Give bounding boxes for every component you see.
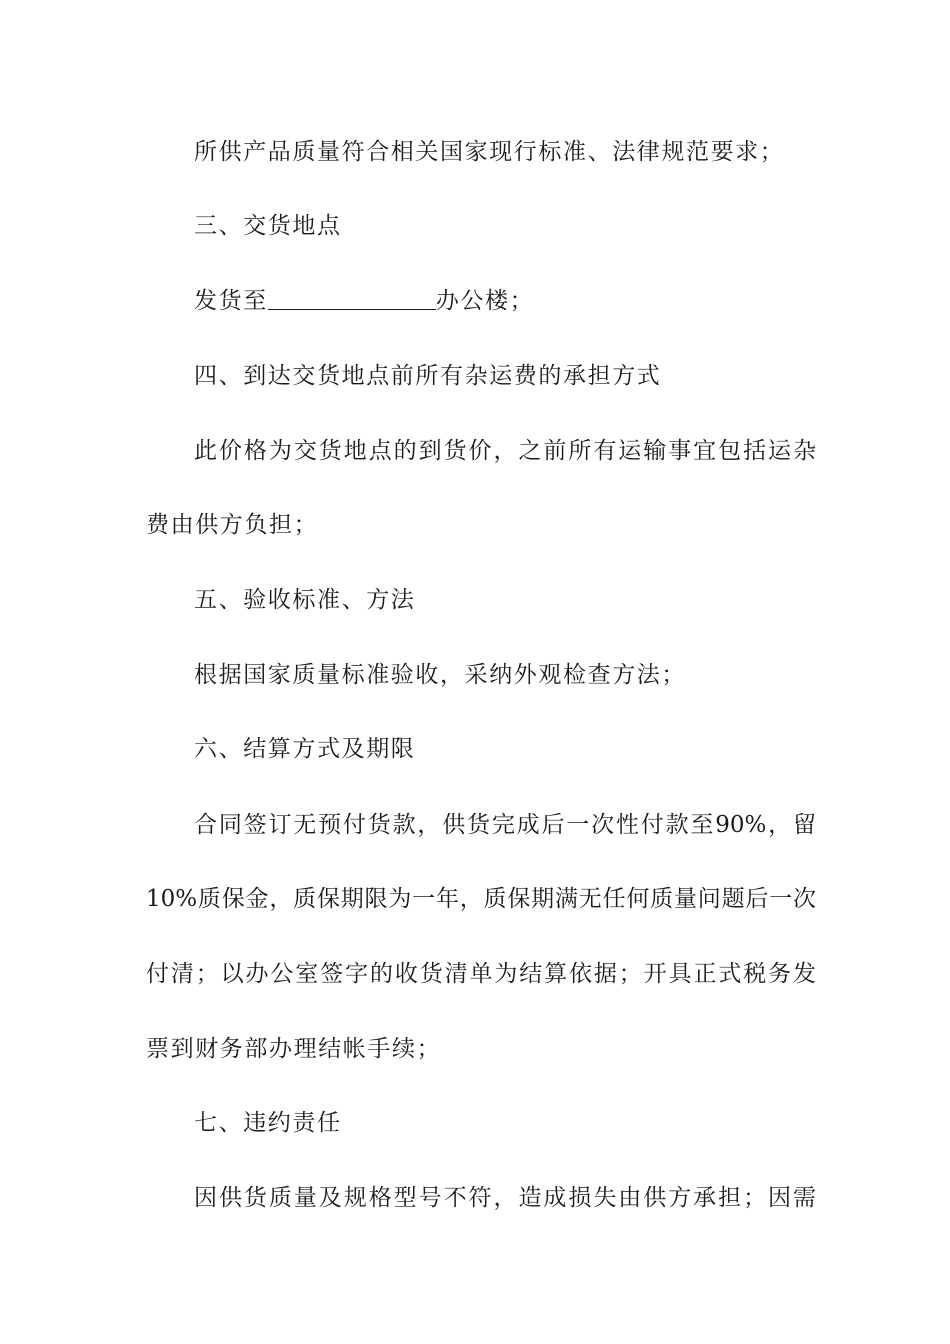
heading-settlement: 六、结算方式及期限 (194, 736, 416, 762)
delivery-suffix-text: 办公楼； (435, 288, 535, 314)
paragraph-settlement-line-2: 10%质保金，质保期限为一年，质保期满无任何质量问题后一次 (146, 886, 816, 912)
heading-breach-liability: 七、违约责任 (194, 1110, 342, 1136)
paragraph-settlement-line-4: 票到财务部办理结帐手续； (146, 1036, 442, 1062)
paragraph-quality-requirement: 所供产品质量符合相关国家现行标准、法律规范要求； (194, 139, 785, 165)
paragraph-settlement-line-3: 付清；以办公室签字的收货清单为结算依据；开具正式税务发 (146, 961, 816, 987)
paragraph-acceptance: 根据国家质量标准验收，采纳外观检查方法； (194, 662, 686, 688)
paragraph-breach-line-1: 因供货质量及规格型号不符，造成损失由供方承担；因需 (194, 1185, 816, 1211)
paragraph-freight-line-1: 此价格为交货地点的到货价，之前所有运输事宜包括运杂 (194, 438, 816, 464)
delivery-blank-field (268, 287, 436, 310)
delivery-prefix-text: 发货至 (194, 288, 268, 314)
heading-delivery-location: 三、交货地点 (194, 213, 342, 239)
paragraph-settlement-line-1: 合同签订无预付货款，供货完成后一次性付款至90%，留 (194, 812, 816, 838)
paragraph-freight-line-2: 费由供方负担； (146, 512, 319, 538)
heading-acceptance: 五、验收标准、方法 (194, 587, 416, 613)
paragraph-delivery-destination (194, 286, 816, 316)
heading-freight-cost: 四、到达交货地点前所有杂运费的承担方式 (194, 363, 662, 389)
